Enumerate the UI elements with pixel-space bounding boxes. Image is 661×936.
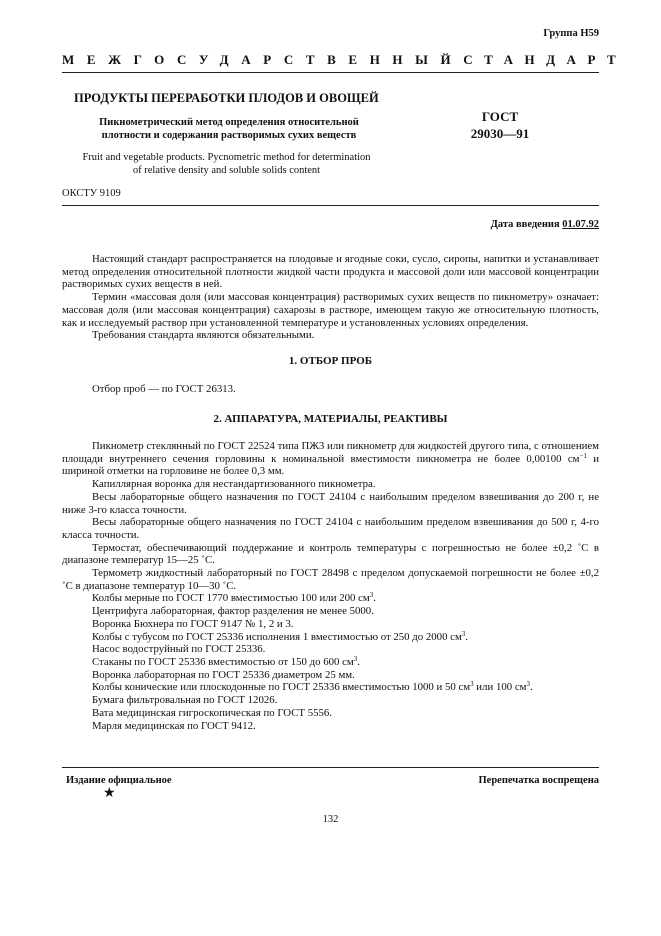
paragraph: Стаканы по ГОСТ 25336 вместимостью от 150 до 600 $см^3$.: [92, 654, 360, 668]
paragraph: Воронка лабораторная по ГОСТ 25336 диаметром 25 мм.: [92, 668, 355, 681]
paragraph: Колбы мерные по ГОСТ 1770 вместимостью 100 или 200 $см^3$.: [92, 591, 376, 605]
paragraph: Колбы конические или плоскодонные по ГОСТ 25336 вместимостью 1000 и 50 $см^3$ или 100 $см^3$.: [92, 680, 533, 694]
oksty-code: ОКСТУ 9109: [62, 188, 121, 199]
paragraph: Отбор проб — по ГОСТ 26313.: [92, 382, 236, 395]
section-heading: 1. ОТБОР ПРОБ: [288, 354, 373, 367]
paragraph: Бумага фильтровальная по ГОСТ 12026.: [92, 694, 278, 707]
subtitle-line: плотности и содержания растворимых сухих веществ: [101, 129, 357, 141]
date-value: 01.07.92: [562, 219, 599, 230]
divider: [62, 205, 599, 206]
divider: [62, 72, 599, 73]
document-subtitle: [84, 117, 374, 142]
group-code: Группа Н59: [543, 28, 599, 39]
paragraph: Весы лабораторные общего назначения по ГОСТ 24104 с наибольшим пределом взвешивания до 500 г, 4-го класса точности.: [62, 516, 599, 541]
paragraph: Вата медицинская гигроскопическая по ГОСТ 5556.: [92, 706, 333, 719]
intro-paragraph: Требования стандарта являются обязательными.: [92, 329, 315, 342]
english-title-line: of relative density and soluble solids content: [132, 164, 321, 176]
paragraph: Капиллярная воронка для нестандартизованного пикнометра.: [92, 478, 376, 491]
paragraph: Пикнометр стеклянный по ГОСТ 22524 типа ПЖ3 или пикнометр для жидкостей другого типа, с отношением площади внутреннего сечения горловины к номинальной вместимости пикнометра не более 0,00100 $см^{-1}$ и шириной отметки на горловине не более 0,3 мм.: [62, 440, 600, 478]
document-body: [62, 253, 599, 732]
subtitle-line: Пикнометрический метод определения относительной: [99, 117, 359, 128]
paragraph: Насос водоструйный по ГОСТ 25336.: [92, 643, 266, 656]
intro-paragraph: Термин «массовая доля (или массовая концентрация) растворимых сухих веществ по пикнометру» означает: массовая доля (или массовая концентрация) сахарозы в растворе, имеющем такую же относительную плотность, как и исследуемый раствор при установленной температуре и установленных условиях определения.: [62, 291, 599, 329]
paragraph: Марля медицинская по ГОСТ 9412.: [92, 719, 256, 732]
standard-banner: [62, 52, 628, 68]
document-title: ПРОДУКТЫ ПЕРЕРАБОТКИ ПЛОДОВ И ОВОЩЕЙ: [74, 91, 379, 105]
banner-right: СТАНДАРТ: [463, 52, 628, 67]
star-icon: ★: [103, 786, 116, 801]
paragraph: Колбы с тубусом по ГОСТ 25336 исполнения 1 вместимостью от 250 до 2000 $см^3$.: [92, 629, 468, 643]
paragraph: Термостат, обеспечивающий поддержание и контроль температуры с погрешностью не более ±0,2 ˚С в диапазоне температур 15—25 ˚С.: [62, 541, 599, 567]
paragraph: Центрифуга лабораторная, фактор разделения не менее 5000.: [92, 605, 374, 618]
date-label: Дата введения: [490, 219, 560, 230]
official-edition: Издание официальное: [66, 775, 172, 786]
section-heading: 2. АППАРАТУРА, МАТЕРИАЛЫ, РЕАКТИВЫ: [213, 413, 448, 426]
gost-designation: [460, 108, 540, 142]
reprint-notice: Перепечатка воспрещена: [478, 775, 599, 786]
effective-date: [491, 219, 599, 230]
paragraph: Весы лабораторные общего назначения по ГОСТ 24104 с наибольшим пределом взвешивания до 200 г, не ниже 3-го класса точности.: [62, 490, 599, 516]
english-title-line: Fruit and vegetable products. Pycnometric method for determination: [82, 152, 371, 163]
page-number: 132: [322, 814, 339, 825]
english-title: [64, 152, 389, 177]
paragraph: Воронка Бюхнера по ГОСТ 9147 № 1, 2 и 3.: [92, 617, 294, 630]
gost-label: ГОСТ: [481, 109, 519, 124]
intro-paragraph: Настоящий стандарт распространяется на плодовые и ягодные соки, сусло, сиропы, напитки и устанавливает метод определения относительной плотности жидкой части продукта и массовой доли или массовой концентрации растворимых сухих веществ в ней.: [62, 253, 599, 291]
paragraph: Термометр жидкостный лабораторный по ГОСТ 28498 с пределом допускаемой погрешности не более ±0,2 ˚С в диапазоне температур 10—30 ˚С.: [62, 567, 599, 592]
gost-number: 29030—91: [470, 126, 530, 141]
divider: [62, 767, 599, 768]
banner-left: МЕЖГОСУДАРСТВЕННЫЙ: [62, 52, 464, 67]
